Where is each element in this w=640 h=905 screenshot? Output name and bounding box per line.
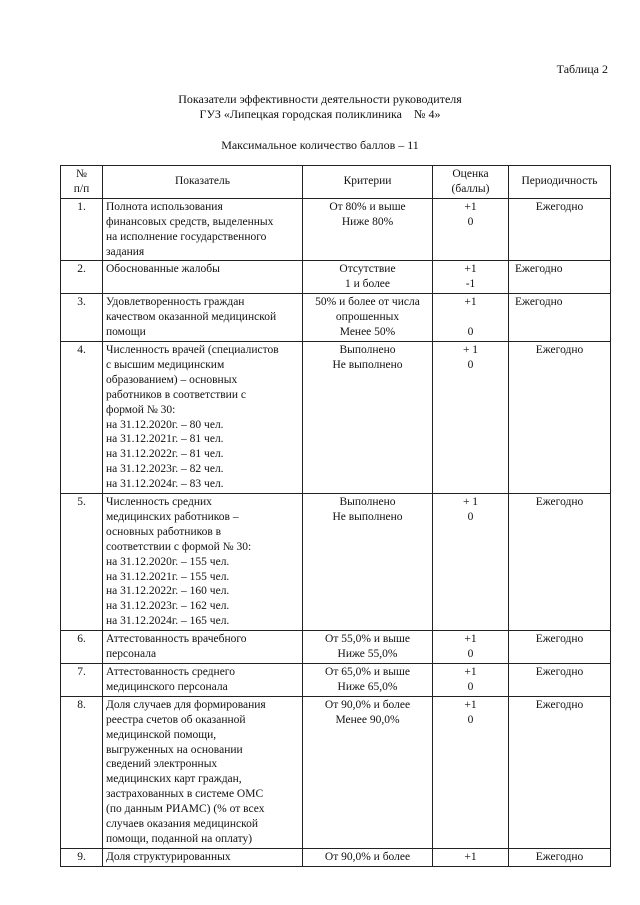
periodicity-cell: Ежегодно <box>509 494 611 631</box>
score-cell: + 1 0 <box>433 341 509 493</box>
criteria-cell: Выполнено Не выполнено <box>303 341 433 493</box>
title-line: ГУЗ «Липецкая городская поликлиника № 4» <box>199 107 441 121</box>
indicator-cell: Аттестованность среднего медицинского персонала <box>103 664 303 697</box>
table-row <box>61 294 611 342</box>
periodicity-cell: Ежегодно <box>509 631 611 664</box>
table-label: Таблица 2 <box>556 62 608 76</box>
criteria-cell: От 90,0% и более Менее 90,0% <box>303 696 433 848</box>
score-cell: +1 <box>433 848 509 866</box>
table-row <box>61 261 611 294</box>
table-row <box>61 631 611 664</box>
indicator-cell: Доля структурированных <box>103 848 303 866</box>
table-row <box>61 198 611 261</box>
document-title <box>0 92 640 122</box>
indicator-cell: Аттестованность врачебного персонала <box>103 631 303 664</box>
criteria-cell: От 65,0% и выше Ниже 65,0% <box>303 664 433 697</box>
table-row <box>61 494 611 631</box>
table-row <box>61 696 611 848</box>
title-line: Показатели эффективности деятельности руководителя <box>178 92 462 106</box>
score-cell: +1 0 <box>433 198 509 261</box>
max-score-text: Максимальное количество баллов – 11 <box>221 138 419 152</box>
periodicity-cell: Ежегодно <box>509 664 611 697</box>
score-cell: +1 0 <box>433 664 509 697</box>
table-header-row <box>61 166 611 199</box>
row-number: 4. <box>61 341 103 493</box>
header-indicator: Показатель <box>103 166 303 199</box>
periodicity-cell: Ежегодно <box>509 341 611 493</box>
score-cell: +1 0 <box>433 631 509 664</box>
row-number: 9. <box>61 848 103 866</box>
row-number: 3. <box>61 294 103 342</box>
header-criteria: Критерии <box>303 166 433 199</box>
table-row <box>61 664 611 697</box>
header-period: Периодичность <box>509 166 611 199</box>
criteria-cell: 50% и более от числа опрошенных Менее 50% <box>303 294 433 342</box>
periodicity-cell: Ежегодно <box>509 294 611 342</box>
table-row <box>61 848 611 866</box>
criteria-cell: От 55,0% и выше Ниже 55,0% <box>303 631 433 664</box>
criteria-cell: Отсутствие 1 и более <box>303 261 433 294</box>
periodicity-cell: Ежегодно <box>509 261 611 294</box>
criteria-cell: От 80% и выше Ниже 80% <box>303 198 433 261</box>
score-cell: +1 -1 <box>433 261 509 294</box>
periodicity-cell: Ежегодно <box>509 696 611 848</box>
indicators-table <box>60 165 611 867</box>
score-cell: + 1 0 <box>433 494 509 631</box>
row-number: 5. <box>61 494 103 631</box>
indicator-cell: Численность средних медицинских работников – основных работников в соответствии с формой № 30: на 31.12.2020г. – 155 чел. на 31.12.2021г. – 155 чел. на 31.12.2022г. – 160 чел. на 31.12.2023г. – 162 чел. на 31.12.2024г. – 165 чел. <box>103 494 303 631</box>
header-score: Оценка (баллы) <box>433 166 509 199</box>
table-row <box>61 341 611 493</box>
indicator-cell: Обоснованные жалобы <box>103 261 303 294</box>
score-cell: +1 0 <box>433 294 509 342</box>
indicator-cell: Удовлетворенность граждан качеством оказанной медицинской помощи <box>103 294 303 342</box>
indicator-cell: Доля случаев для формирования реестра счетов об оказанной медицинской помощи, выгруженных на основании сведений электронных медицинских карт граждан, застрахованных в системе ОМС (по данным РИАМС) (% от всех случаев оказания медицинской помощи, поданной на оплату) <box>103 696 303 848</box>
row-number: 1. <box>61 198 103 261</box>
row-number: 8. <box>61 696 103 848</box>
periodicity-cell: Ежегодно <box>509 848 611 866</box>
periodicity-cell: Ежегодно <box>509 198 611 261</box>
row-number: 2. <box>61 261 103 294</box>
score-cell: +1 0 <box>433 696 509 848</box>
row-number: 6. <box>61 631 103 664</box>
row-number: 7. <box>61 664 103 697</box>
indicator-cell: Полнота использования финансовых средств, выделенных на исполнение государственного задания <box>103 198 303 261</box>
criteria-cell: Выполнено Не выполнено <box>303 494 433 631</box>
header-num: № п/п <box>61 166 103 199</box>
criteria-cell: От 90,0% и более <box>303 848 433 866</box>
indicator-cell: Численность врачей (специалистов с высшим медицинским образованием) – основных работников в соответствии с формой № 30: на 31.12.2020г. – 80 чел. на 31.12.2021г. – 81 чел. на 31.12.2022г. – 81 чел. на 31.12.2023г. – 82 чел. на 31.12.2024г. – 83 чел. <box>103 341 303 493</box>
